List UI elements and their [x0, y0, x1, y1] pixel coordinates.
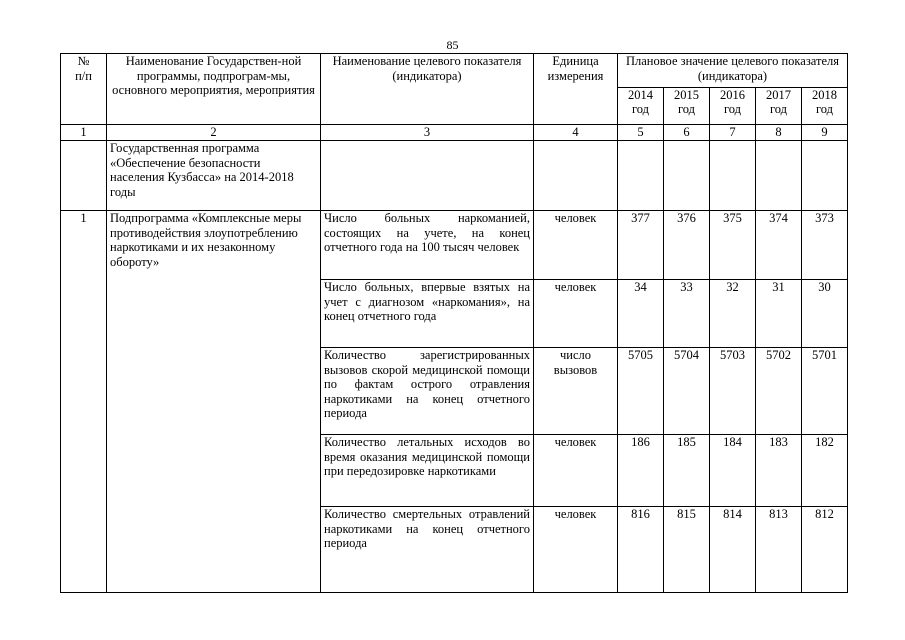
value-2014: 186 — [618, 435, 664, 507]
value-2018: 5701 — [802, 348, 848, 435]
indicator-row — [61, 211, 848, 280]
header-number — [61, 54, 107, 125]
value-2015: 185 — [664, 435, 710, 507]
header-number-line1: № — [77, 54, 90, 68]
value-2018: 373 — [802, 211, 848, 280]
value-2017: 5702 — [756, 348, 802, 435]
value-2016: 814 — [710, 507, 756, 593]
value-2018: 812 — [802, 507, 848, 593]
indicator-name: Число больных, впервые взятых на учет с диагнозом «наркомания», на конец отчетного года — [321, 280, 534, 348]
value-2017: 183 — [756, 435, 802, 507]
year-2015: 2015 год — [664, 88, 710, 125]
col-number-4: 4 — [534, 125, 618, 141]
value-2017: 31 — [756, 280, 802, 348]
year-2016: 2016 год — [710, 88, 756, 125]
indicators-table — [60, 53, 848, 593]
value-2014: 816 — [618, 507, 664, 593]
value-2015: 815 — [664, 507, 710, 593]
indicator-unit: человек — [534, 211, 618, 280]
header-number-line2: п/п — [75, 68, 92, 83]
indicator-unit: человек — [534, 435, 618, 507]
value-2018: 30 — [802, 280, 848, 348]
program-title: Государственная программа «Обеспечение безопасности населения Кузбасса» на 2014-2018 годы — [107, 141, 321, 211]
col-number-9: 9 — [802, 125, 848, 141]
value-2016: 32 — [710, 280, 756, 348]
value-2014: 5705 — [618, 348, 664, 435]
value-2018: 182 — [802, 435, 848, 507]
indicator-unit: человек — [534, 507, 618, 593]
value-2015: 33 — [664, 280, 710, 348]
column-numbers-row — [61, 125, 848, 141]
value-2016: 184 — [710, 435, 756, 507]
header-program: Наименование Государствен-ной программы, подпрограм-мы, основного мероприятия, мероприятия — [107, 54, 321, 125]
indicator-name: Количество зарегистрированных вызовов скорой медицинской помощи по фактам острого отравления наркотиками на конец отчетного периода — [321, 348, 534, 435]
col-number-8: 8 — [756, 125, 802, 141]
indicator-unit: человек — [534, 280, 618, 348]
indicator-name: Количество летальных исходов во время оказания медицинской помощи при передозировке наркотиками — [321, 435, 534, 507]
header-row — [61, 54, 848, 88]
value-2017: 813 — [756, 507, 802, 593]
header-planned: Плановое значение целевого показателя (индикатора) — [618, 54, 848, 88]
col-number-1: 1 — [61, 125, 107, 141]
value-2016: 5703 — [710, 348, 756, 435]
indicator-name: Количество смертельных отравлений наркотиками на конец отчетного периода — [321, 507, 534, 593]
program-row — [61, 141, 848, 211]
subprogram-title: Подпрограмма «Комплексные меры противодействия злоупотреблению наркотиками и их незаконному обороту» — [107, 211, 321, 593]
year-2017: 2017 год — [756, 88, 802, 125]
col-number-3: 3 — [321, 125, 534, 141]
subprogram-number: 1 — [61, 211, 107, 593]
indicator-name: Число больных наркоманией, состоящих на учете, на конец отчетного года на 100 тысяч человек — [321, 211, 534, 280]
value-2014: 377 — [618, 211, 664, 280]
col-number-7: 7 — [710, 125, 756, 141]
value-2017: 374 — [756, 211, 802, 280]
value-2016: 375 — [710, 211, 756, 280]
col-number-5: 5 — [618, 125, 664, 141]
page-number: 85 — [446, 38, 459, 52]
year-2014: 2014 год — [618, 88, 664, 125]
col-number-6: 6 — [664, 125, 710, 141]
value-2015: 376 — [664, 211, 710, 280]
header-unit: Единица измерения — [534, 54, 618, 125]
value-2014: 34 — [618, 280, 664, 348]
header-indicator: Наименование целевого показателя (индикатора) — [321, 54, 534, 125]
year-2018: 2018 год — [802, 88, 848, 125]
col-number-2: 2 — [107, 125, 321, 141]
indicator-unit: число вызовов — [534, 348, 618, 435]
value-2015: 5704 — [664, 348, 710, 435]
